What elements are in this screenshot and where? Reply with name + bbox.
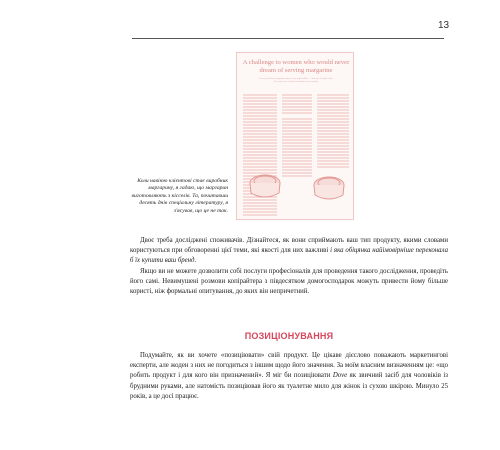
header-rule bbox=[132, 38, 444, 39]
paragraph-research-italic: і яка обіцянка найімовірніше переконала б їх купити ваш бренд. bbox=[130, 247, 448, 265]
paragraph-research-text: Двоє треба досліджені споживачів. Дізнайтеся, як вони сприймають ваш тип продукту, якими словами користуються при обговоренні цієї теми, які якості для них важливі bbox=[130, 237, 448, 255]
ad-body-columns bbox=[237, 53, 355, 221]
ad-headline: A challenge to women who would never dream of serving margarine bbox=[242, 59, 350, 74]
section-heading: ПОЗИЦІОНУВАННЯ bbox=[244, 331, 334, 341]
paragraph-positioning-text-b: як звичний засіб для чоловіків із брудними руками, але натомість позиціював його як туалетне мило для жінок із сухою шкірою. Минуло 25 років, а це досі працює. bbox=[130, 372, 448, 400]
body-paragraphs-top bbox=[130, 236, 448, 297]
figure-caption: Коли навіюю клієнтові стає виробник маргарину, я гадаю, що маргарин виготовляють з кісселів. Та, почитавши десять днів спеціальну літературу, я з'ясував, що це не так. bbox=[131, 178, 228, 214]
margarine-tub-right bbox=[314, 177, 344, 199]
ad-subhead: Every brand of margarine tastes very much alike — but one is made with the same care as the best butter you can buy bbox=[259, 77, 333, 84]
page-number: 13 bbox=[438, 20, 450, 31]
paragraph-positioning bbox=[130, 351, 448, 402]
ad-figure bbox=[236, 52, 354, 220]
paragraph-diy-research: Якщо ви не можете дозволити собі послуги професіоналів для проведення такого дослідження, проведіть його самі. Невимушені розмови копірайтера з півдесятком домогосподарок можуть привести йому більше користі, ніж формальні опитування, до яких він непричетний. bbox=[130, 267, 448, 296]
body-paragraphs-bottom bbox=[130, 351, 448, 402]
margarine-tub-left bbox=[250, 175, 280, 197]
paragraph-positioning-text-a: Подумайте, як ви хочете «позиціювати» свій продукт. Це цікаве дієслово поважають маркетингові експерти, але жоден з них не погодиться з іншим щодо його значення. За моїм власним визначенням це: «що робить продукт і для кого він призначений». Я міг би позиціювати bbox=[130, 352, 448, 380]
paragraph-positioning-brand: Dove bbox=[332, 372, 348, 380]
paragraph-research bbox=[130, 236, 448, 267]
